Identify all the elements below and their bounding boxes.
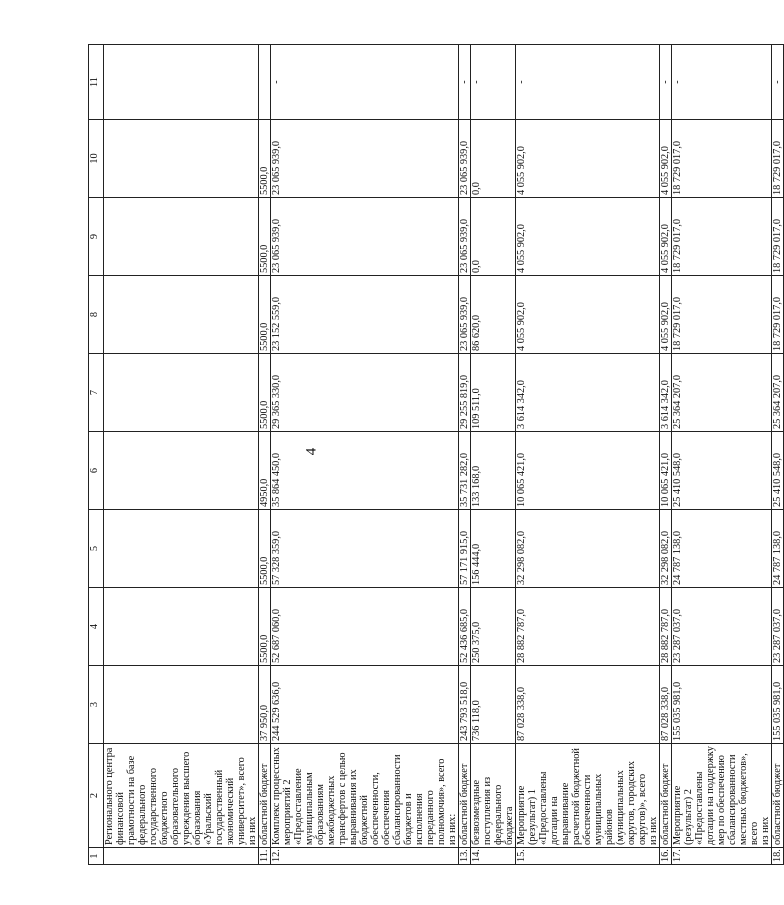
cell-value: 4 055 902,0 bbox=[660, 276, 672, 354]
cell-dash: - bbox=[660, 45, 672, 120]
cell-value: 52 687 060,0 bbox=[271, 588, 459, 666]
row-name: Мероприятие (результат) 2 «Предоставлены дотации на поддержку мер по обеспечению сбалансированности местных бюджетов», всего из них bbox=[672, 744, 772, 848]
row-number: 13. bbox=[459, 848, 471, 865]
row-number: 14. bbox=[471, 848, 516, 865]
cell-value: 86 620,0 bbox=[471, 276, 516, 354]
cell-value: 10 065 421,0 bbox=[516, 432, 660, 510]
cell-value: 25 364 207,0 bbox=[672, 354, 772, 432]
cell-value: 5500,0 bbox=[259, 510, 271, 588]
cell-dash: - bbox=[772, 45, 784, 120]
cell-value: 57 328 359,0 bbox=[271, 510, 459, 588]
cell-value: 23 065 939,0 bbox=[271, 120, 459, 198]
cell-value: 156 444,0 bbox=[471, 510, 516, 588]
row-number: 18. bbox=[772, 848, 784, 865]
header-cell: 5 bbox=[89, 510, 104, 588]
header-cell: 8 bbox=[89, 276, 104, 354]
cell-value: 18 729 017,0 bbox=[772, 198, 784, 276]
row-number: 12. bbox=[271, 848, 459, 865]
rotated-table-wrapper bbox=[88, 45, 783, 865]
cell-value: 3 614 342,0 bbox=[660, 354, 672, 432]
cell-value: 23 287 037,0 bbox=[772, 588, 784, 666]
cell-value: 4 055 902,0 bbox=[516, 198, 660, 276]
cell-value: 23 152 559,0 bbox=[271, 276, 459, 354]
table-row bbox=[772, 45, 784, 865]
row-name: безвозмездные поступления из федерального бюджета bbox=[471, 744, 516, 848]
cell-value: 155 035 981,0 bbox=[672, 666, 772, 744]
table-row bbox=[259, 45, 271, 865]
cell-value: 23 065 939,0 bbox=[271, 198, 459, 276]
cell-value: 0,0 bbox=[471, 198, 516, 276]
cell-dash: - bbox=[459, 45, 471, 120]
cell-value: 23 065 939,0 bbox=[459, 120, 471, 198]
table-row bbox=[271, 45, 459, 865]
row-name: областной бюджет bbox=[259, 744, 271, 848]
header-cell: 6 bbox=[89, 432, 104, 510]
budget-table bbox=[88, 44, 784, 865]
cell-value: 5500,0 bbox=[259, 588, 271, 666]
table-row bbox=[672, 45, 772, 865]
row-name: Мероприятие (результат) 1 «Предоставлены дотации на выравнивание расчетной бюджетной обеспеченности муниципальных районов (муниципальных округов, городских округов)», всего из них bbox=[516, 744, 660, 848]
cell-value: 4 055 902,0 bbox=[516, 120, 660, 198]
cell-value: 35 864 450,0 bbox=[271, 432, 459, 510]
cell-dash: - bbox=[471, 45, 516, 120]
cell-value: 109 511,0 bbox=[471, 354, 516, 432]
cell-value: 32 298 082,0 bbox=[516, 510, 660, 588]
cell-value: 29 255 819,0 bbox=[459, 354, 471, 432]
header-cell: 7 bbox=[89, 354, 104, 432]
row-number: 17. bbox=[672, 848, 772, 865]
cell-value: 244 529 636,0 bbox=[271, 666, 459, 744]
cell-value: 5500,0 bbox=[259, 354, 271, 432]
cell-value: 87 028 338,0 bbox=[516, 666, 660, 744]
cell-value: 243 793 518,0 bbox=[459, 666, 471, 744]
cell-value: 25 364 207,0 bbox=[772, 354, 784, 432]
cell-value: 18 729 017,0 bbox=[772, 120, 784, 198]
cell-dash bbox=[259, 45, 271, 120]
cell-value: 736 118,0 bbox=[471, 666, 516, 744]
cell-value: 23 065 939,0 bbox=[459, 276, 471, 354]
cell-value: 4 055 902,0 bbox=[516, 276, 660, 354]
table-row bbox=[104, 45, 259, 865]
table-row bbox=[660, 45, 672, 865]
header-row bbox=[89, 45, 104, 865]
header-cell: 11 bbox=[89, 45, 104, 120]
cell-value: 87 028 338,0 bbox=[660, 666, 672, 744]
cell-value: 5500,0 bbox=[259, 198, 271, 276]
cell-value: 4950,0 bbox=[259, 432, 271, 510]
cell-value: 52 436 685,0 bbox=[459, 588, 471, 666]
cell-value: 5500,0 bbox=[259, 276, 271, 354]
header-cell: 4 bbox=[89, 588, 104, 666]
row-name: областной бюджет bbox=[772, 744, 784, 848]
row-name: областной бюджет bbox=[660, 744, 672, 848]
cell-value: 133 168,0 bbox=[471, 432, 516, 510]
cell-value: 28 882 787,0 bbox=[660, 588, 672, 666]
table-row bbox=[516, 45, 660, 865]
cell-value: 24 787 138,0 bbox=[772, 510, 784, 588]
row-number: 11. bbox=[259, 848, 271, 865]
row-name: Регионального центра финансовой грамотности на базе федерального государственного бюджетного образовательного учреждения высшего образования «Уральский государственный экономический университет», всего из них bbox=[104, 744, 259, 848]
cell-dash: - bbox=[271, 45, 459, 120]
cell-value: 37 950,0 bbox=[259, 666, 271, 744]
row-name: областной бюджет bbox=[459, 744, 471, 848]
cell-value: 29 365 330,0 bbox=[271, 354, 459, 432]
cell-value: 35 731 282,0 bbox=[459, 432, 471, 510]
table-row bbox=[459, 45, 471, 865]
cell-value: 28 882 787,0 bbox=[516, 588, 660, 666]
cell-value: 24 787 138,0 bbox=[672, 510, 772, 588]
cell-value: 25 410 548,0 bbox=[772, 432, 784, 510]
cell-value: 4 055 902,0 bbox=[660, 120, 672, 198]
header-cell: 9 bbox=[89, 198, 104, 276]
page-number: 4 bbox=[303, 447, 320, 456]
cell-value: 25 410 548,0 bbox=[672, 432, 772, 510]
table-row bbox=[471, 45, 516, 865]
row-number: 15. bbox=[516, 848, 660, 865]
header-cell: 2 bbox=[89, 744, 104, 848]
cell-value: 0,0 bbox=[471, 120, 516, 198]
cell-value: 250 375,0 bbox=[471, 588, 516, 666]
cell-value: 4 055 902,0 bbox=[660, 198, 672, 276]
cell-value: 155 035 981,0 bbox=[772, 666, 784, 744]
cell-dash: - bbox=[672, 45, 772, 120]
cell-value: 5500,0 bbox=[259, 120, 271, 198]
cell-value: 18 729 017,0 bbox=[772, 276, 784, 354]
row-number: 16. bbox=[660, 848, 672, 865]
cell-value: 18 729 017,0 bbox=[672, 276, 772, 354]
cell-value: 10 065 421,0 bbox=[660, 432, 672, 510]
cell-value: 23 287 037,0 bbox=[672, 588, 772, 666]
header-cell: 1 bbox=[89, 848, 104, 865]
header-cell: 3 bbox=[89, 666, 104, 744]
cell-value: 18 729 017,0 bbox=[672, 198, 772, 276]
cell-value: 18 729 017,0 bbox=[672, 120, 772, 198]
cell-value: 23 065 939,0 bbox=[459, 198, 471, 276]
cell-value: 3 614 342,0 bbox=[516, 354, 660, 432]
header-cell: 10 bbox=[89, 120, 104, 198]
cell-value: 57 171 915,0 bbox=[459, 510, 471, 588]
cell-dash: - bbox=[516, 45, 660, 120]
row-name: Комплекс процессных мероприятий 2 «Предоставление муниципальным образованиям межбюджетных трансфертов с целью выравнивания их бюджетной обеспеченности, обеспечения сбалансированности бюджетов и исполнения переданного полномочия», всего из них: bbox=[271, 744, 459, 848]
cell-value: 32 298 082,0 bbox=[660, 510, 672, 588]
